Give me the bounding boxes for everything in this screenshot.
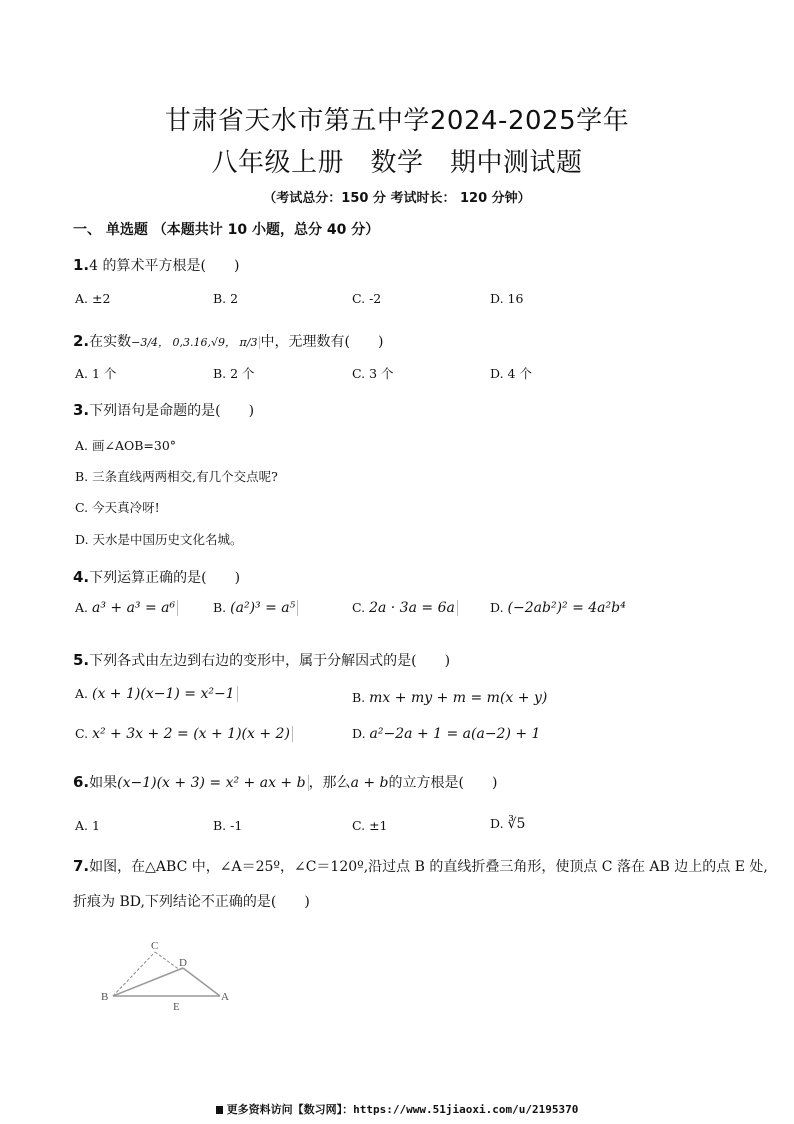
question-text-pre: 如果 — [89, 775, 118, 791]
option-b: B. 三条直线两两相交,有几个交点呢? — [75, 469, 278, 484]
question-number: 5. — [73, 651, 90, 669]
option-d: D. 4 个 — [490, 366, 532, 381]
math-expression: x² + 3x + 2 = (x + 1)(x + 2) — [92, 726, 293, 742]
option-label: B. — [213, 600, 227, 615]
option-d: D. 16 — [490, 291, 524, 306]
question-text: 如图，在△ABC 中，∠A＝25º，∠C＝120º,沿过点 B 的直线折叠三角形，使顶点 C 落在 AB 边上的点 E 处, — [89, 859, 768, 875]
option-b: B. -1 — [213, 818, 243, 833]
option-b — [213, 600, 298, 616]
math-expression: mx + my + m = m(x + y) — [369, 690, 548, 706]
question-5 — [73, 650, 450, 670]
option-b: B. 2 个 — [213, 366, 255, 381]
option-c: C. 3 个 — [352, 366, 394, 381]
question-number: 7. — [73, 857, 90, 875]
option-label: D. — [352, 726, 366, 741]
option-d: D. 天水是中国历史文化名城。 — [75, 532, 243, 547]
question-number: 1. — [73, 256, 90, 274]
math-expression: (−2ab²)² = 4a²b⁴ — [507, 600, 626, 616]
question-text: 4 的算术平方根是( ) — [89, 258, 240, 274]
footer — [0, 1101, 794, 1117]
flag-icon — [216, 1106, 223, 1114]
option-c — [75, 726, 293, 742]
option-label: D. — [490, 600, 504, 615]
option-b — [352, 690, 547, 706]
question-text-post: 的立方根是( ) — [388, 775, 498, 791]
question-number: 2. — [73, 332, 90, 350]
question-number: 3. — [73, 401, 90, 419]
math-expression: a²−2a + 1 = a(a−2) + 1 — [369, 726, 541, 742]
option-c: C. ±1 — [352, 818, 388, 833]
option-label: C. — [75, 726, 89, 741]
option-a — [75, 600, 178, 616]
exam-title-line2: 八年级上册 数学 期中测试题 — [211, 148, 583, 178]
option-a: A. 1 — [75, 818, 100, 833]
math-expression: (x−1)(x + 3) = x² + ax + b — [117, 775, 308, 791]
edge-da — [183, 968, 220, 996]
option-label: C. — [352, 600, 366, 615]
footer-link[interactable]: 更多资料访问【数习网】：https://www.51jiaoxi.com/u/2195370 — [226, 1103, 579, 1116]
option-d — [490, 816, 525, 832]
question-2 — [73, 331, 383, 351]
question-4 — [73, 567, 240, 587]
edge-bc — [113, 952, 155, 996]
question-text-post: 中，无理数有( ) — [260, 334, 384, 350]
question-7 — [73, 856, 768, 876]
math-expression: 2a · 3a = 6a — [369, 600, 458, 616]
exam-title-line1: 甘肃省天水市第五中学2024-2025学年 — [164, 106, 630, 136]
math-expression: ∛5 — [507, 816, 526, 832]
option-label: B. — [352, 690, 366, 705]
question-7-line2: 折痕为 BD,下列结论不正确的是( ) — [73, 894, 310, 910]
option-c: C. 今天真冷呀! — [75, 500, 160, 515]
vertex-label-d: D — [179, 957, 187, 969]
question-3 — [73, 400, 254, 420]
option-a: A. ±2 — [75, 291, 111, 306]
option-a: A. 画∠AOB=30° — [75, 438, 177, 453]
option-label: A. — [75, 686, 89, 701]
option-a — [75, 686, 238, 702]
math-expression: (a²)³ = a⁵ — [230, 600, 298, 616]
option-label: D. — [490, 816, 504, 831]
edge-cd — [155, 952, 180, 970]
vertex-label-e: E — [173, 1001, 180, 1013]
exam-meta: （考试总分：150 分 考试时长： 120 分钟） — [263, 191, 531, 206]
question-number: 6. — [73, 773, 90, 791]
option-label: A. — [75, 600, 89, 615]
vertex-label-a: A — [221, 991, 229, 1003]
math-expression: (x + 1)(x−1) = x²−1 — [92, 686, 238, 702]
option-d — [490, 600, 626, 616]
option-a: A. 1 个 — [75, 366, 117, 381]
question-text-mid: ，那么 — [308, 775, 351, 791]
vertex-label-c: C — [151, 940, 159, 952]
edge-bd — [113, 968, 183, 996]
question-1 — [73, 255, 239, 275]
option-d — [352, 726, 540, 742]
vertex-label-b: B — [101, 991, 109, 1003]
question-6 — [73, 772, 497, 792]
math-expression: −3/4， 0,3.16,√9， π/3 — [131, 336, 260, 349]
question-text: 下列语句是命题的是( ) — [89, 403, 255, 419]
option-c: C. -2 — [352, 291, 382, 306]
section-heading: 一、 单选题 （本题共计 10 小题，总分 40 分） — [73, 222, 380, 238]
triangle-figure — [95, 938, 245, 1018]
option-b: B. 2 — [213, 291, 239, 306]
question-text: 下列运算正确的是( ) — [89, 570, 241, 586]
math-expression: a + b — [350, 775, 389, 791]
question-text-pre: 在实数 — [89, 334, 132, 350]
option-c — [352, 600, 458, 616]
question-number: 4. — [73, 568, 90, 586]
math-expression: a³ + a³ = a⁶ — [92, 600, 178, 616]
question-text: 下列各式由左边到右边的变形中，属于分解因式的是( ) — [89, 653, 451, 669]
